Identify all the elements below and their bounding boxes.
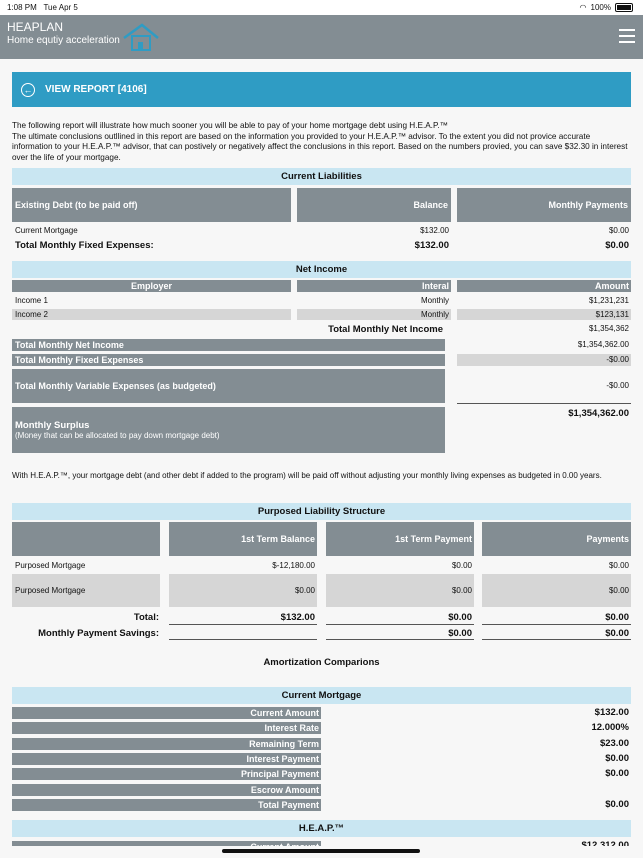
payments-header: Payments bbox=[482, 522, 631, 556]
total-divider-1 bbox=[169, 624, 317, 625]
first-term-payment-header: 1st Term Payment bbox=[326, 522, 474, 556]
purposed-row-2-term-payment: $0.00 bbox=[451, 586, 472, 595]
savings-divider-1 bbox=[169, 639, 317, 640]
status-right bbox=[580, 3, 633, 12]
savings-term-payment: $0.00 bbox=[448, 628, 472, 639]
status-time: 1:08 PM Tue Apr 5 bbox=[7, 3, 78, 12]
current-mortgage-value: $0.00 bbox=[605, 768, 629, 780]
app-title: HEAPLAN bbox=[7, 20, 64, 34]
balance-header: Balance bbox=[297, 188, 451, 222]
summary-net-income-value: $1,354,362.00 bbox=[577, 340, 629, 349]
current-mortgage-value: $0.00 bbox=[605, 798, 629, 810]
purposed-row-2-payments: $0.00 bbox=[608, 586, 629, 595]
current-mortgage-label: Current Amount bbox=[12, 707, 321, 719]
surplus-divider bbox=[457, 403, 631, 404]
summary-fixed-value: -$0.00 bbox=[606, 355, 629, 364]
battery-label: 100% bbox=[590, 3, 611, 12]
total-fixed-balance: $132.00 bbox=[414, 240, 449, 251]
purposed-row-2-name: Purposed Mortgage bbox=[15, 586, 86, 595]
monthly-payments-header: Monthly Payments bbox=[457, 188, 631, 222]
purposed-row-1-name: Purposed Mortgage bbox=[15, 561, 86, 570]
first-term-balance-header: 1st Term Balance bbox=[169, 522, 317, 556]
purposed-liability-header: Purposed Liability Structure bbox=[12, 503, 631, 520]
income-2-amount: $123,131 bbox=[595, 310, 629, 319]
intro-text bbox=[12, 121, 631, 163]
back-arrow-icon[interactable]: ← bbox=[21, 83, 35, 97]
wifi-icon: ◠ bbox=[579, 3, 587, 12]
intro-line-2: The ultimate conclusions outllined in this report are based on the information you provided to your H.E.A.P.™ advisor. To the extent you did not provice accurate information to your H.E.A.P.™ advisor, that can postively or negatively affect the conclusions in this report. Based on the numbers provied, you can save $32.30 in interest over the life of your mortgage. bbox=[12, 131, 628, 162]
app-subtitle: Home equtiy acceleration bbox=[7, 35, 120, 46]
purposed-total-term-payment: $0.00 bbox=[448, 612, 472, 623]
intro-line-1: The following report will illustrate how much sooner you will be able to pay of your home mortgage debt using H.E.A.P.™ bbox=[12, 121, 448, 130]
current-mortgage-label: Principal Payment bbox=[12, 768, 321, 780]
amount-header: Amount bbox=[457, 280, 631, 292]
income-2-name: Income 2 bbox=[15, 310, 48, 319]
summary-variable-value: -$0.00 bbox=[606, 381, 629, 390]
income-2-bg bbox=[12, 309, 291, 320]
monthly-surplus-box bbox=[12, 407, 445, 453]
total-net-income-label: Total Monthly Net Income bbox=[328, 324, 443, 335]
employer-header: Employer bbox=[12, 280, 291, 292]
liability-balance: $132.00 bbox=[420, 226, 449, 235]
income-1-name: Income 1 bbox=[15, 296, 48, 305]
liability-name: Current Mortgage bbox=[15, 226, 78, 235]
home-indicator[interactable] bbox=[222, 849, 420, 853]
net-income-header: Net Income bbox=[12, 261, 631, 278]
status-bar bbox=[0, 0, 643, 15]
current-mortgage-value: $0.00 bbox=[605, 752, 629, 764]
heap-header: H.E.A.P.™ bbox=[12, 820, 631, 837]
total-divider-3 bbox=[482, 624, 631, 625]
current-mortgage-label: Remaining Term bbox=[12, 738, 321, 750]
monthly-surplus-label: Monthly Surplus bbox=[15, 420, 90, 431]
current-mortgage-label: Interest Rate bbox=[12, 722, 321, 734]
income-2-interval: Monthly bbox=[420, 310, 449, 319]
savings-label: Monthly Payment Savings: bbox=[38, 628, 159, 639]
monthly-surplus-note: (Money that can be allocated to pay down mortgage debt) bbox=[15, 431, 220, 440]
report-content bbox=[12, 72, 631, 163]
purposed-row-1-term-payment: $0.00 bbox=[451, 561, 472, 570]
purposed-blank-header bbox=[12, 522, 160, 556]
current-mortgage-label: Interest Payment bbox=[12, 753, 321, 765]
purposed-total-payments: $0.00 bbox=[605, 612, 629, 623]
current-mortgage-label: Total Payment bbox=[12, 799, 321, 811]
purposed-total-label: Total: bbox=[133, 612, 159, 623]
app-header bbox=[0, 15, 643, 59]
existing-debt-header: Existing Debt (to be paid off) bbox=[12, 188, 291, 222]
summary-variable-label: Total Monthly Variable Expenses (as budgeted) bbox=[12, 369, 445, 403]
view-report-title: VIEW REPORT [4106] bbox=[45, 84, 147, 95]
summary-net-income-label: Total Monthly Net Income bbox=[12, 339, 445, 351]
purposed-row-2-balance: $0.00 bbox=[294, 586, 315, 595]
total-net-income-value: $1,354,362 bbox=[588, 324, 629, 333]
current-mortgage-header: Current Mortgage bbox=[12, 687, 631, 704]
income-1-amount: $1,231,231 bbox=[588, 296, 629, 305]
summary-fixed-label: Total Monthly Fixed Expenses bbox=[12, 354, 445, 366]
monthly-surplus-value: $1,354,362.00 bbox=[568, 408, 629, 419]
current-mortgage-label: Escrow Amount bbox=[12, 784, 321, 796]
view-report-bar bbox=[12, 72, 631, 107]
savings-payments: $0.00 bbox=[605, 628, 629, 639]
savings-divider-2 bbox=[326, 639, 474, 640]
hamburger-menu-icon[interactable] bbox=[619, 29, 635, 43]
purposed-total-balance: $132.00 bbox=[280, 612, 315, 623]
interval-header: Interal bbox=[297, 280, 451, 292]
current-mortgage-value: 12.000% bbox=[591, 722, 629, 734]
battery-icon bbox=[615, 3, 633, 12]
payoff-text: With H.E.A.P.™, your mortgage debt (and other debt if added to the program) will be paid off without adjusting your monthly living expenses as budgeted in 0.00 years. bbox=[12, 471, 602, 480]
total-fixed-payment: $0.00 bbox=[605, 240, 629, 251]
house-logo-icon bbox=[122, 22, 160, 52]
current-mortgage-value: $132.00 bbox=[594, 707, 629, 718]
purposed-row-1-balance: $-12,180.00 bbox=[272, 561, 315, 570]
savings-divider-3 bbox=[482, 639, 631, 640]
amortization-title: Amortization Comparions bbox=[263, 657, 380, 668]
liability-payment: $0.00 bbox=[608, 226, 629, 235]
current-liabilities-header: Current Liabilities bbox=[12, 168, 631, 185]
income-1-interval: Monthly bbox=[420, 296, 449, 305]
current-mortgage-value: $23.00 bbox=[599, 737, 629, 749]
total-divider-2 bbox=[326, 624, 474, 625]
purposed-row-1-payments: $0.00 bbox=[608, 561, 629, 570]
total-fixed-label: Total Monthly Fixed Expenses: bbox=[15, 240, 154, 251]
